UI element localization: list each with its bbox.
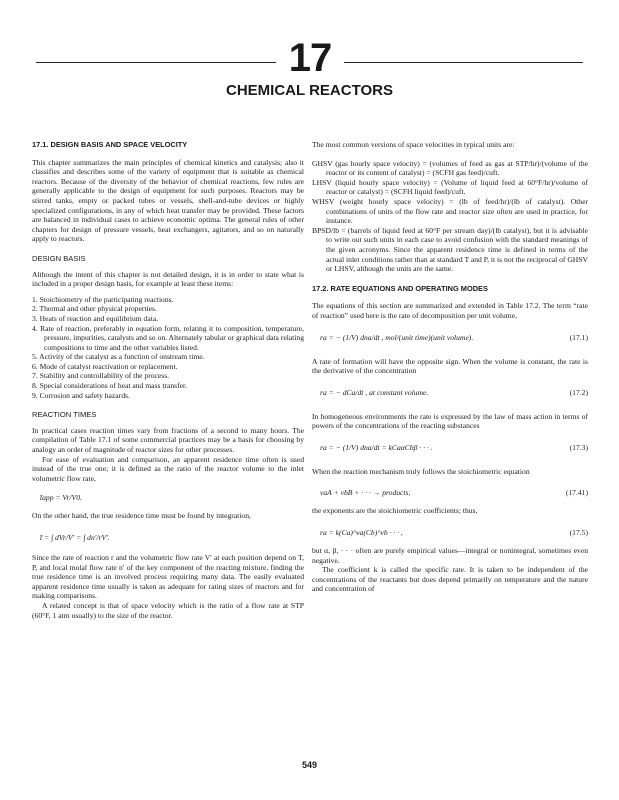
paragraph: The coefficient k is called the specific rate. It is taken to be independent of the concentrations of the reactants but does depend primarily on temperature and the nature and concentration of (312, 565, 588, 594)
page-number: 549 (301, 760, 318, 770)
paragraph: The equations of this section are summarized and extended in Table 17.2. The term “rate of reaction” used here is the rate of decomposition per unit volume, (312, 301, 588, 320)
left-column (32, 140, 304, 620)
equation-expression: t̄ = ∫ dVr/V′ = ∫ dn′/rV′. (40, 533, 110, 542)
equation-17-3 (312, 437, 588, 463)
equation-expression: ra = − (1/V) dna/dt = kCaαCbβ · · · . (320, 442, 433, 452)
equation-17-1 (312, 327, 588, 353)
list-item: 8. Special considerations of heat and mass transfer. (32, 381, 187, 391)
equation-expression: vaA + vbB + · · · → products, (320, 488, 411, 498)
section-heading-17-1: 17.1. DESIGN BASIS AND SPACE VELOCITY (32, 140, 188, 149)
equation-17-41 (312, 482, 588, 502)
chapter-title: CHEMICAL REACTORS (226, 82, 393, 99)
list-item: 2. Thermal and other physical properties. (32, 304, 157, 314)
paragraph: A rate of formation will have the opposite sign. When the volume is constant, the rate is the derivative of the concentration (312, 356, 588, 376)
definition-bpsd: BPSD/lb = (barrels of liquid feed at 60°F per stream day)/(lb catalyst), but it is advisable to write out such units in each case to avoid confusion with the standard meanings of the given acronyms. Since the apparent residence time is defined in terms of the actual inlet conditions rather than at standard T and P, it is not the reciprocal of GHSV or LHSV, although the units are the same. (312, 225, 588, 274)
equation-number: (17.3) (569, 442, 588, 452)
equation-expression: ra = − (1/V) dna/dt , mol/(unit time)(unit volume). (320, 332, 474, 342)
equation-true-residence (32, 527, 304, 549)
paragraph: In homogeneous environments the rate is expressed by the law of mass action in terms of powers of the concentrations of the reacting substances (312, 411, 588, 431)
paragraph: the exponents are the stoichiometric coefficients; thus, (312, 506, 478, 516)
list-item: 6. Mode of catalyst reactivation or replacement. (32, 361, 178, 371)
equation-17-2 (312, 382, 588, 408)
paragraph: In practical cases reaction times vary from fractions of a second to many hours. The compilation of Table 17.1 of some commercial practices may be a basis for choosing by analogy an order of magnitude of reactor sizes for other processes. (32, 425, 304, 455)
paragraph: This chapter summarizes the main principles of chemical kinetics and catalysis; also it classifies and describes some of the variety of equipment that is suitable as chemical reactors. Because of the diversity of the behavior of chemical reactions, few rules are generally applicable to the design of equipment for such purposes. Reactors may be stirred tanks, empty or packed tubes or vessels, shell-and-tube devices or highly specialized configurations, in any of which heat transfer may be provided. These factors are balanced in individual cases to achieve economic optima. The general rules of other chapters for design of pressure vessels, heat exchangers, agitators, and so on naturally apply to reactors. (32, 157, 304, 244)
list-item: 1. Stoichiometry of the participating reactions. (32, 294, 174, 304)
subheading-design-basis: DESIGN BASIS (32, 253, 86, 263)
list-item: 9. Corrosion and safety hazards. (32, 390, 130, 400)
chapter-number: 17 (288, 36, 332, 80)
paragraph: Since the rate of reaction r and the volumetric flow rate V′ at each position depend on T, P, and local molal flow rate n′ of the key component of the reacting mixture, finding the true residence time is an involved process requiring many data. The easily evaluated apparent residence time usually is taken as adequate for rating sizes of reactors and for making comparisons. (32, 553, 304, 601)
paragraph: but α, β, · · · often are purely empirical values—integral or nonintegral, sometimes even negative. (312, 546, 588, 565)
equation-expression: ra = − dCa/dt , at constant volume. (320, 387, 429, 397)
definition-whsv: WHSV (weight hourly space velocity) = (lb of feed/hr)/(lb of catalyst). Other combinations of units of the flow rate and reactor size often are used in practice, for instance. (312, 196, 588, 226)
list-item: 3. Heats of reaction and equilibrium data. (32, 313, 159, 323)
section-heading-17-2: 17.2. RATE EQUATIONS AND OPERATING MODES (312, 283, 488, 293)
paragraph: On the other hand, the true residence time must be found by integration, (32, 511, 251, 521)
equation-expression: t̄app = Vr/V0. (40, 493, 82, 503)
paragraph: The most common versions of space velocities in typical units are: (312, 140, 515, 149)
list-item: 7. Stability and controllability of the process. (32, 371, 170, 381)
chapter-header (36, 36, 583, 82)
definition-lhsv: LHSV (liquid hourly space velocity) = (Volume of liquid feed at 60°F/hr)/volume of reactor or catalyst) = (SCFH liquid feed)/cuft. (312, 177, 588, 197)
equation-17-5 (312, 522, 588, 542)
header-rule-left (36, 62, 276, 63)
right-column (312, 140, 588, 594)
equation-number: (17.5) (569, 528, 588, 538)
equation-number: (17.1) (569, 332, 588, 342)
equation-expression: ra = k(Ca)^va(Cb)^vb · · · , (320, 528, 403, 538)
equation-apparent-residence (32, 487, 304, 507)
list-item: 4. Rate of reaction, preferably in equation form, relating it to composition, temperature, pressure, impurities, catalysts and so on. Alternately tabular or graphical data relating compositions to time and the other variables listed. (32, 323, 304, 352)
design-basis-list (32, 295, 304, 401)
equation-number: (17.2) (569, 387, 588, 397)
list-item: 5. Activity of the catalyst as a function of onstream time. (32, 352, 205, 362)
paragraph: When the reaction mechanism truly follows the stoichiometric equation (312, 466, 530, 476)
subheading-reaction-times: REACTION TIMES (32, 410, 97, 420)
header-rule-right (344, 62, 583, 63)
definition-ghsv: GHSV (gas hourly space velocity) = (volumes of feed as gas at STP/hr)/(volume of the reactor or its content of catalyst) = (SCFH gas feed)/cuft. (312, 158, 588, 178)
paragraph: Although the intent of this chapter is not detailed design, it is in order to state what is included in a proper design basis, for example at least these items: (32, 269, 304, 289)
equation-number: (17.41) (565, 488, 588, 498)
paragraph: For ease of evaluation and comparison, an apparent residence time often is used instead of the true one; it is defined as the ratio of the reactor volume to the inlet volumetric flow rate, (32, 454, 304, 483)
paragraph: A related concept is that of space velocity which is the ratio of a flow rate at STP (60°F, 1 atm usually) to the size of the reactor. (32, 600, 304, 620)
